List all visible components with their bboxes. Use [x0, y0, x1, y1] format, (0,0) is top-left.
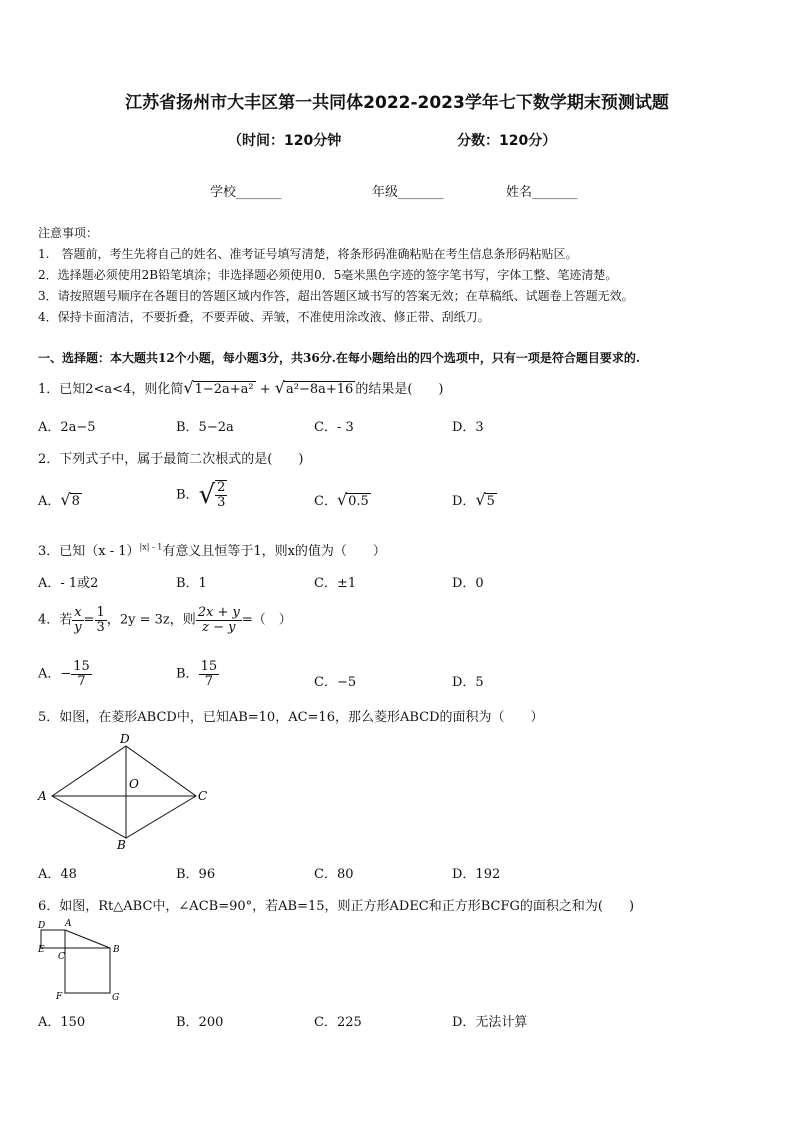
- question-5: 5．如图，在菱形ABCD中，已知AB=10，AC=16，那么菱形ABCD的面积为（ ）: [38, 710, 544, 725]
- notice-item: 1. 答题前，考生先将自己的姓名、准考证号填写清楚，将条形码准确粘贴在考生信息条形码粘贴区。: [38, 247, 578, 261]
- q2-option-c: [314, 490, 371, 509]
- q2-d-label: D．: [452, 494, 476, 509]
- name-field: 姓名_______: [506, 185, 578, 200]
- q1-radicand-1: 1−2a+a²: [194, 382, 254, 397]
- q4-fraction-2: [95, 606, 107, 634]
- sqrt-icon: √: [198, 480, 216, 510]
- q5-option-b: B．96: [176, 867, 216, 882]
- exam-time: （时间：120分钟: [228, 133, 342, 149]
- q3-option-d: D．0: [452, 576, 484, 591]
- label-d: D: [120, 732, 130, 746]
- rhombus-outline: [52, 746, 196, 838]
- segment-ab: [65, 930, 110, 948]
- q2-d-radicand: 5: [486, 494, 495, 509]
- label-f: F: [56, 992, 63, 1002]
- question-6: 6．如图，Rt△ABC中，∠ACB=90°，若AB=15，则正方形ADEC和正方形BCFG的面积之和为( ): [38, 899, 635, 914]
- q3-exponent: |x| - 1: [139, 542, 163, 552]
- q4-stem-mid: ，2y = 3z，则: [106, 612, 196, 628]
- q4-a-fraction: [71, 660, 92, 688]
- label-c: C: [58, 952, 65, 962]
- q6-option-c: C．225: [314, 1015, 362, 1030]
- q2-b-fraction: [215, 480, 227, 509]
- sqrt-icon: √: [336, 490, 348, 509]
- q2-c-label: C．: [314, 494, 337, 509]
- q6-option-a: A．150: [38, 1015, 86, 1030]
- square-bcfg: [65, 948, 110, 993]
- q3-stem-pre: 3．已知（x - 1）: [38, 544, 140, 559]
- sqrt-icon: √: [183, 378, 194, 397]
- q4-f1-numerator: x: [72, 606, 83, 621]
- sqrt-icon: √: [475, 490, 486, 509]
- label-a: A: [38, 789, 47, 803]
- label-e: E: [38, 945, 45, 955]
- label-d: D: [38, 921, 46, 931]
- q4-b-label: B．: [176, 666, 199, 682]
- question-3: [38, 540, 386, 559]
- q4-a-numerator: 15: [73, 659, 90, 674]
- label-c: C: [198, 789, 208, 803]
- notice-heading: 注意事项：: [38, 226, 99, 240]
- question-1: [38, 378, 443, 397]
- q4-fraction-1: [72, 606, 83, 634]
- q5-option-c: C．80: [314, 867, 354, 882]
- square-adec: [41, 930, 65, 948]
- q1-stem-post: 的结果是( ): [355, 382, 444, 397]
- label-b: B: [117, 838, 126, 852]
- exam-score: 分数：120分）: [457, 133, 557, 149]
- q2-a-radicand: 8: [71, 494, 80, 509]
- question-4: [38, 606, 292, 634]
- q1-option-b: B．5−2a: [176, 420, 234, 435]
- school-field: 学校_______: [210, 185, 282, 200]
- q4-b-numerator: 15: [200, 659, 218, 674]
- q6-option-b: B．200: [176, 1015, 224, 1030]
- q4-option-b: [176, 660, 219, 688]
- q4-option-d: D．5: [452, 675, 484, 690]
- q5-option-d: D．192: [452, 867, 501, 882]
- question-2: 2．下列式子中，属于最简二次根式的是( ): [38, 452, 304, 467]
- q3-option-a: A．- 1或2: [38, 576, 99, 591]
- sqrt-icon: √: [60, 490, 71, 509]
- notice-item: 2．选择题必须使用2B铅笔填涂；非选择题必须使用0．5毫米黑色字迹的签字笔书写，字体工整、笔迹清楚。: [38, 268, 618, 282]
- q1-radicand-2: a²−8a+16: [286, 382, 354, 397]
- q1-plus: +: [259, 382, 271, 397]
- q2-b-numerator: 2: [217, 480, 226, 496]
- q4-stem-post: =（ ）: [241, 612, 292, 628]
- notice-item: 4．保持卡面清洁，不要折叠，不要弄破、弄皱，不准使用涂改液、修正带、刮纸刀。: [38, 310, 490, 324]
- q2-a-label: A．: [38, 494, 61, 509]
- q2-option-b: [176, 480, 227, 510]
- q4-option-a: [38, 660, 92, 688]
- q2-option-d: [452, 490, 497, 509]
- q1-stem-pre: 1．已知2<a<4，则化简: [38, 382, 184, 397]
- label-b: B: [113, 945, 120, 955]
- q4-stem-pre: 4．若: [38, 612, 73, 628]
- q4-f2-numerator: 1: [96, 605, 105, 620]
- label-g: G: [112, 993, 120, 1003]
- q1-option-c: C．- 3: [314, 420, 354, 435]
- q4-f3-denominator: z − y: [202, 619, 236, 635]
- q5-option-a: A．48: [38, 867, 77, 882]
- q4-f1-denominator: y: [74, 619, 82, 635]
- q6-option-d: D．无法计算: [452, 1015, 528, 1030]
- label-a: A: [65, 919, 72, 929]
- q4-b-denominator: 7: [204, 673, 213, 689]
- label-o: O: [129, 777, 139, 791]
- q2-c-radicand: 0.5: [348, 494, 369, 509]
- rhombus-figure: [30, 732, 220, 852]
- grade-field: 年级_______: [372, 185, 444, 200]
- q4-option-c: C．−5: [314, 675, 357, 690]
- q1-option-a: A．2a−5: [38, 420, 96, 435]
- q3-option-c: C．±1: [314, 576, 357, 591]
- q2-b-denominator: 3: [217, 495, 226, 510]
- q4-equals: =: [83, 612, 95, 628]
- q4-f3-numerator: 2x + y: [197, 605, 240, 620]
- notice-item: 3．请按照题号顺序在各题目的答题区域内作答，超出答题区域书写的答案无效；在草稿纸、试题卷上答题无效。: [38, 289, 634, 303]
- q3-option-b: B．1: [176, 576, 207, 591]
- page-title: 江苏省扬州市大丰区第一共同体2022-2023学年七下数学期末预测试题: [125, 93, 669, 113]
- section-heading: 一、选择题：本大题共12个小题，每小题3分，共36分.在每小题给出的四个选项中，只有一项是符合题目要求的.: [38, 351, 641, 365]
- q2-option-a: [38, 490, 82, 509]
- squares-figure: [30, 915, 140, 1005]
- q4-fraction-3: [196, 606, 242, 634]
- q1-option-d: D．3: [452, 420, 484, 435]
- q4-a-label: A．−: [38, 666, 72, 682]
- q4-f2-denominator: 3: [96, 619, 105, 635]
- q2-b-label: B．: [176, 487, 199, 503]
- q4-a-denominator: 7: [77, 673, 86, 689]
- sqrt-icon: √: [274, 378, 285, 397]
- q4-b-fraction: [199, 660, 220, 688]
- q3-stem-post: 有意义且恒等于1，则x的值为（ ）: [162, 544, 386, 559]
